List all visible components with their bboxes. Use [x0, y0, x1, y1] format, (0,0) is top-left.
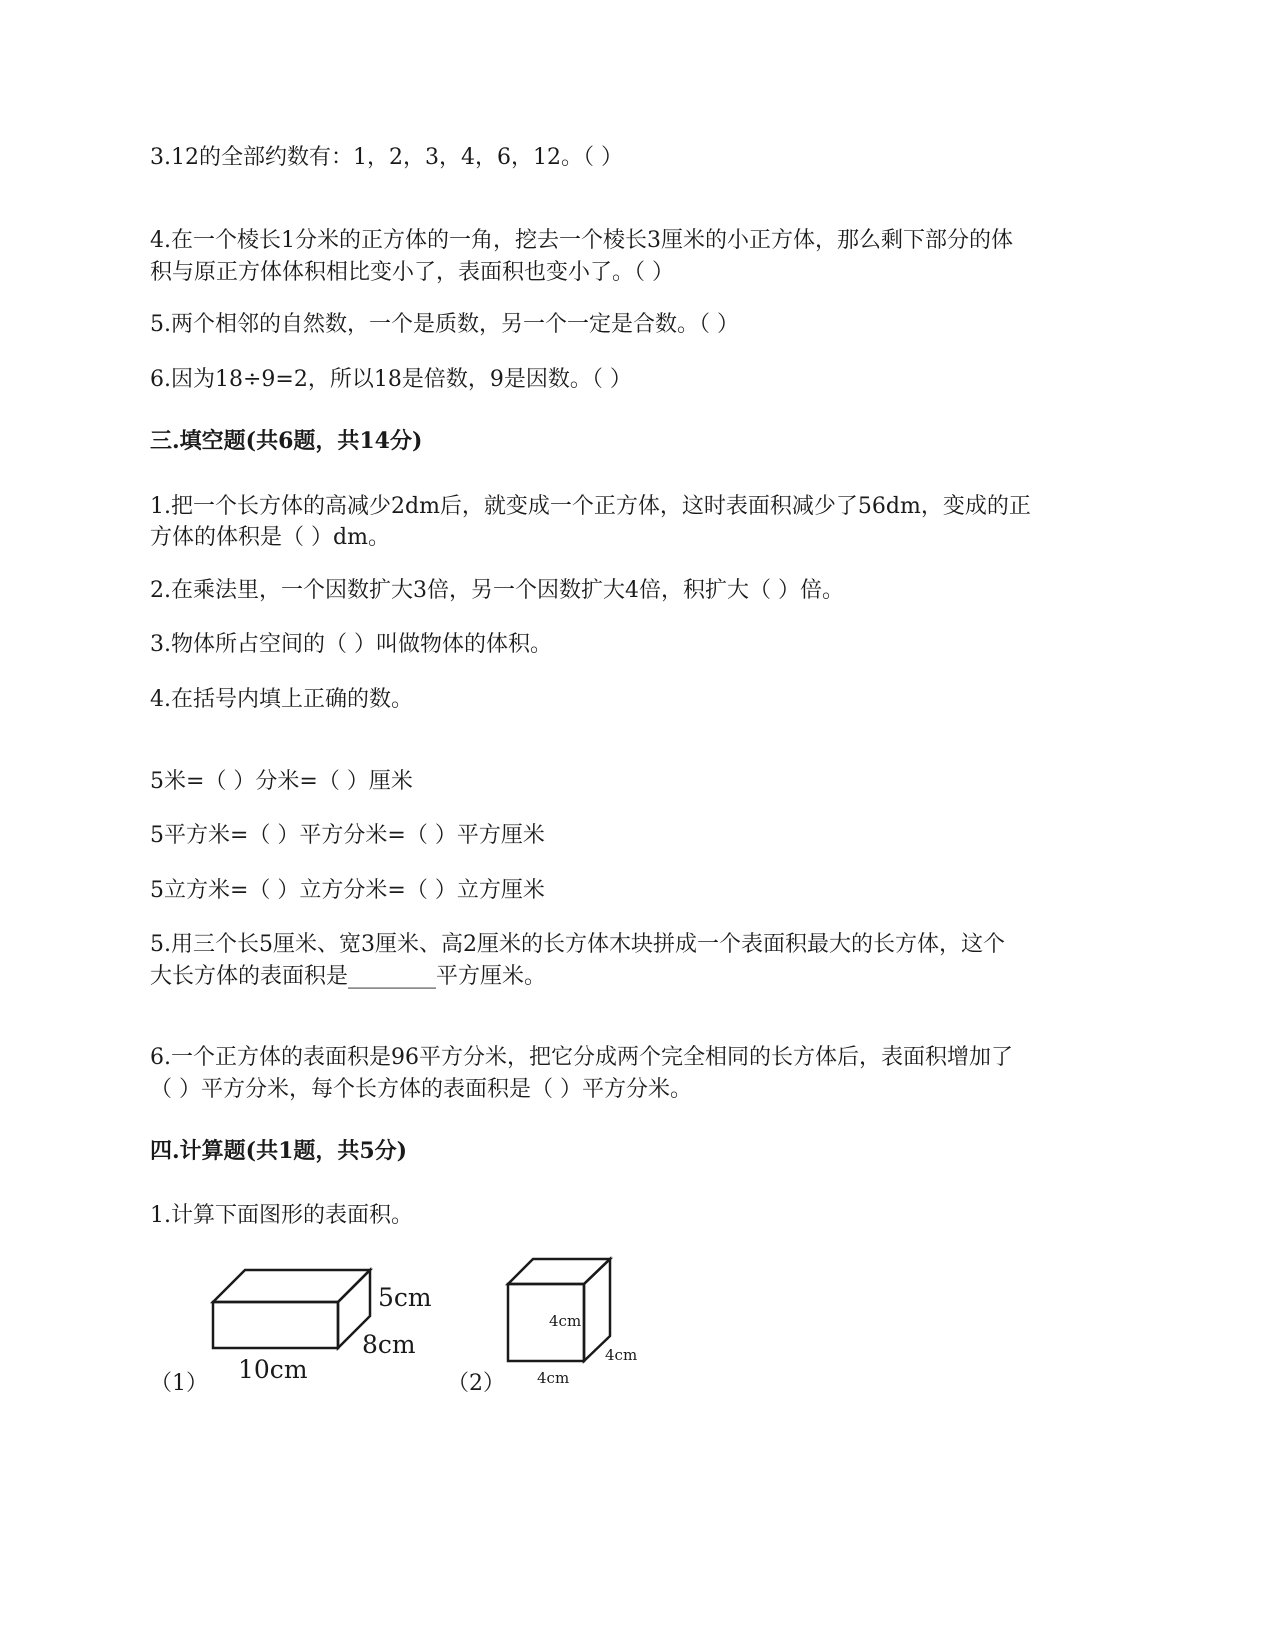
calc-q1: 1.计算下面图形的表面积。	[150, 1203, 413, 1228]
judge-q4-line1: 4.在一个棱长1分米的正方体的一角，挖去一个棱长3厘米的小正方体，那么剩下部分的体	[150, 228, 1013, 253]
judge-q4-line2: 积与原正方体体积相比变小了，表面积也变小了。（ ）	[150, 260, 674, 285]
judge-q3: 3.12的全部约数有：1，2，3，4，6，12。（ ）	[150, 145, 623, 170]
fill-heading: 三.填空题(共6题，共14分)	[150, 428, 423, 454]
fill-q4-b: 5平方米=（ ）平方分米=（ ）平方厘米	[150, 823, 545, 848]
judge-q5: 5.两个相邻的自然数，一个是质数，另一个一定是合数。（ ）	[150, 312, 739, 337]
fill-q2: 2.在乘法里，一个因数扩大3倍，另一个因数扩大4倍，积扩大（ ）倍。	[150, 578, 844, 603]
fill-q1-line1: 1.把一个长方体的高减少2dm后，就变成一个正方体，这时表面积减少了56dm，变成的正	[150, 494, 1031, 519]
cube-bottom-label: 4cm	[537, 1369, 570, 1387]
figure1-label: （1）	[150, 1371, 208, 1396]
figure2-cube	[495, 1250, 655, 1395]
fill-q4-c: 5立方米=（ ）立方分米=（ ）立方厘米	[150, 878, 545, 903]
fill-q3: 3.物体所占空间的（ ）叫做物体的体积。	[150, 632, 552, 657]
figure1-cuboid	[200, 1250, 450, 1400]
fill-q5-line1: 5.用三个长5厘米、宽3厘米、高2厘米的长方体木块拼成一个表面积最大的长方体，这个	[150, 932, 1005, 957]
cube-edges	[508, 1259, 610, 1361]
fill-q6-line2: （ ）平方分米，每个长方体的表面积是（ ）平方分米。	[150, 1077, 692, 1102]
cube-top-face	[508, 1259, 610, 1284]
fill-q1-line2: 方体的体积是（ ）dm。	[150, 525, 390, 550]
fill-q4: 4.在括号内填上正确的数。	[150, 687, 413, 712]
cuboid-top-face	[213, 1270, 370, 1302]
fill-q5-line2: 大长方体的表面积是________平方厘米。	[150, 964, 547, 989]
cuboid-width-label: 8cm	[362, 1330, 416, 1359]
fill-q4-a: 5米=（ ）分米=（ ）厘米	[150, 769, 413, 794]
cuboid-height-label: 5cm	[378, 1283, 432, 1312]
cube-front-label: 4cm	[549, 1312, 582, 1330]
fill-q6-line1: 6.一个正方体的表面积是96平方分米，把它分成两个完全相同的长方体后，表面积增加了	[150, 1045, 1013, 1070]
figure2-label: （2）	[447, 1371, 505, 1396]
cuboid-length-label: 10cm	[238, 1355, 308, 1384]
cuboid-edges	[213, 1270, 370, 1348]
cuboid-front-face	[213, 1302, 338, 1348]
judge-q6: 6.因为18÷9=2，所以18是倍数，9是因数。（ ）	[150, 367, 632, 392]
cube-side-label: 4cm	[605, 1346, 638, 1364]
calc-heading: 四.计算题(共1题，共5分)	[150, 1138, 408, 1164]
